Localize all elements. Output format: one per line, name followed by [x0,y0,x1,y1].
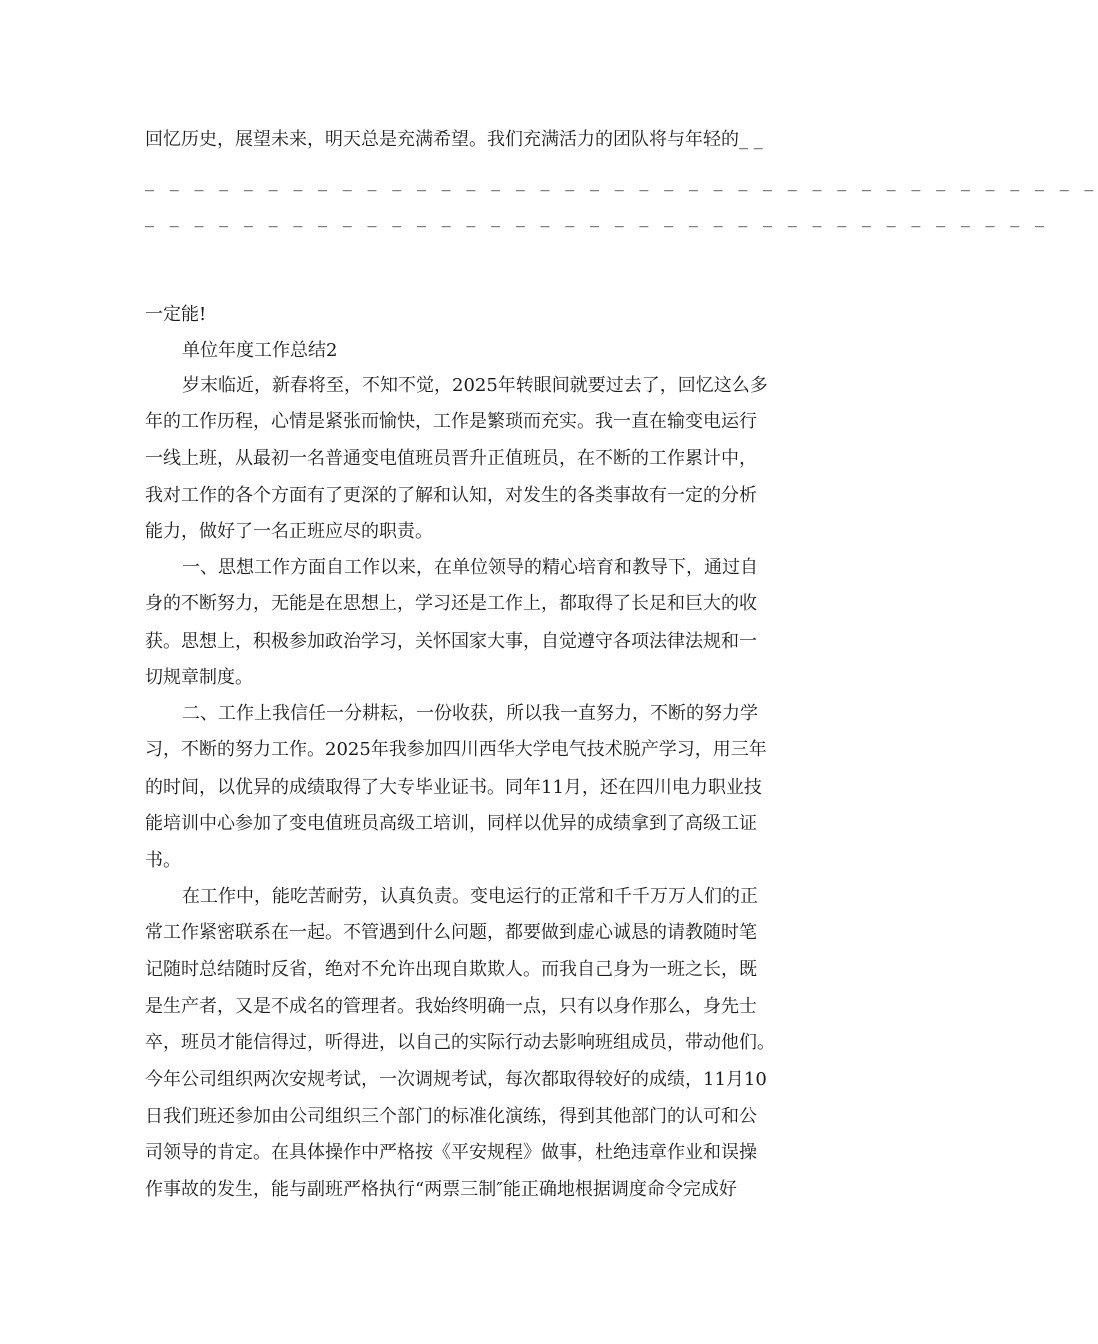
paragraph-4-line-7: 日我们班还参加由公司组织三个部门的标准化演练，得到其他部门的认可和公 [145,1106,757,1127]
paragraph-2-line-2: 身的不断努力，无能是在思想上，学习还是工作上，都取得了长足和巨大的收 [145,593,757,614]
paragraph-4-line-6: 今年公司组织两次安规考试，一次调规考试，每次都取得较好的成绩，11月10 [145,1069,767,1090]
paragraph-4-line-8: 司领导的肯定。在具体操作中严格按《平安规程》做事，杜绝违章作业和误操 [145,1142,757,1163]
paragraph-3-line-5: 书。 [145,850,181,871]
text-line-closing: 一定能! [145,304,207,325]
paragraph-4-line-9: 作事故的发生，能与副班严格执行“两票三制″能正确地根据调度命令完成好 [145,1179,737,1200]
paragraph-1-line-4: 我对工作的各个方面有了更深的了解和认知，对发生的各类事故有一定的分析 [145,485,757,506]
paragraph-4-line-2: 常工作紧密联系在一起。不管遇到什么问题，都要做到虚心诚恳的请教随时笔 [145,922,757,943]
blank-fill-line-2: _ _ _ _ _ _ _ _ _ _ _ _ _ _ _ _ _ _ _ _ _ _ _ _ _ _ _ _ _ _ _ _ _ _ _ _ _ [145,207,1049,228]
paragraph-1-line-1: 岁末临近，新春将至，不知不觉，2025年转眼间就要过去了，回忆这么多 [182,375,768,396]
paragraph-4-line-5: 卒，班员才能信得过，听得进，以自己的实际行动去影响班组成员，带动他们。 [145,1032,775,1053]
paragraph-2-line-3: 获。思想上，积极参加政治学习，关怀国家大事，自觉遵守各项法律法规和一 [145,631,757,652]
paragraph-1-line-2: 年的工作历程，心情是紧张而愉快，工作是繁琐而充实。我一直在输变电运行 [145,411,757,432]
blank-fill-line-1: _ _ _ _ _ _ _ _ _ _ _ _ _ _ _ _ _ _ _ _ _ _ _ _ _ _ _ _ _ _ _ _ _ _ _ _ _ _ _ [145,171,1098,192]
text-line-1: 回忆历史，展望未来，明天总是充满希望。我们充满活力的团队将与年轻的_ _ [145,129,763,150]
paragraph-3-line-1: 二、工作上我信任一分耕耘，一份收获，所以我一直努力，不断的努力学 [182,703,758,724]
paragraph-3-line-2: 习，不断的努力工作。2025年我参加四川西华大学电气技术脱产学习，用三年 [145,739,767,760]
paragraph-3-line-4: 能培训中心参加了变电值班员高级工培训，同样以优异的成绩拿到了高级工证 [145,813,757,834]
paragraph-4-line-1: 在工作中，能吃苦耐劳，认真负责。变电运行的正常和千千万万人们的正 [182,886,758,907]
paragraph-2-line-4: 切规章制度。 [145,667,253,688]
section-title: 单位年度工作总结2 [182,340,338,361]
paragraph-2-line-1: 一、思想工作方面自工作以来，在单位领导的精心培育和教导下，通过自 [182,557,758,578]
paragraph-4-line-4: 是生产者，又是不成名的管理者。我始终明确一点，只有以身作那么，身先士 [145,996,757,1017]
paragraph-4-line-3: 记随时总结随时反省，绝对不允许出现自欺欺人。而我自己身为一班之长，既 [145,959,757,980]
paragraph-1-line-5: 能力，做好了一名正班应尽的职责。 [145,521,433,542]
paragraph-3-line-3: 的时间，以优异的成绩取得了大专毕业证书。同年11月，还在四川电力职业技 [145,777,762,798]
paragraph-1-line-3: 一线上班，从最初一名普通变电值班员晋升正值班员，在不断的工作累计中， [145,448,757,469]
